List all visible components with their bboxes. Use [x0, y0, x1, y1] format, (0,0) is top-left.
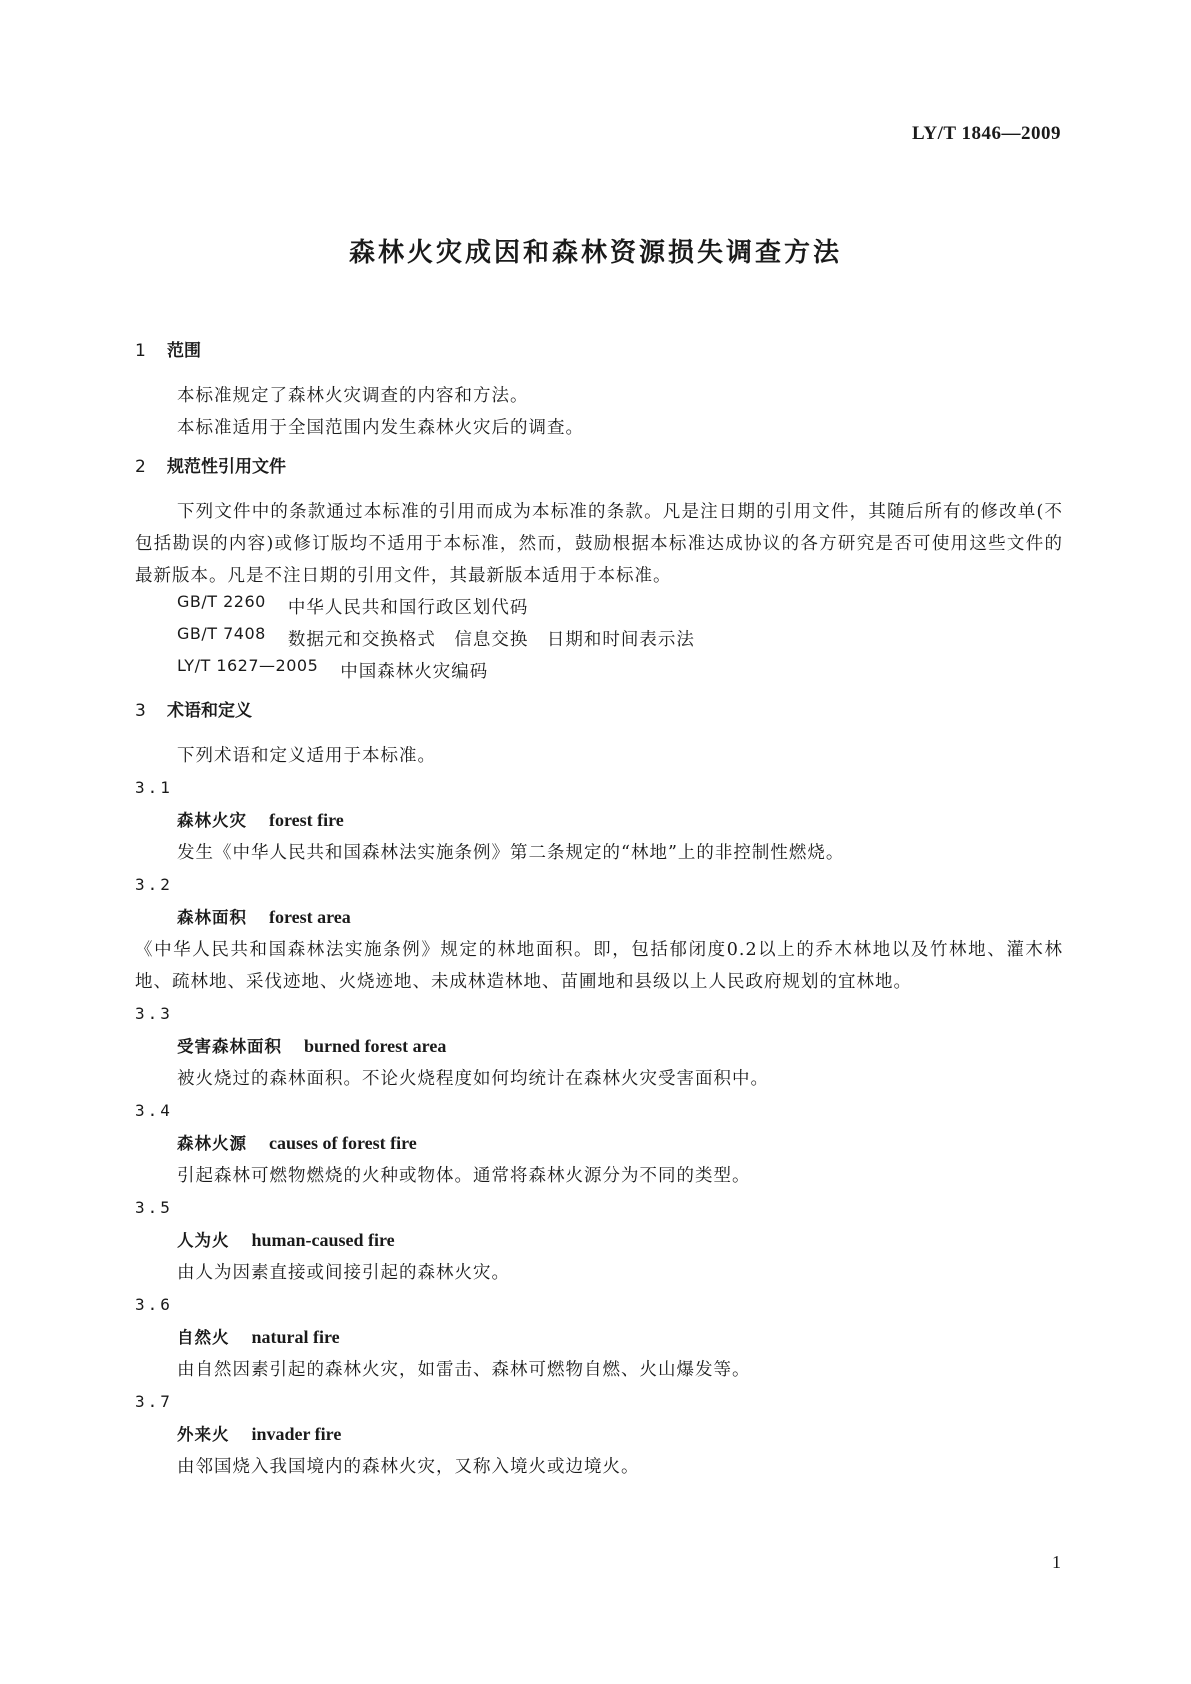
term-chinese: 森林面积 [177, 908, 247, 927]
page-number: 1 [1052, 1552, 1061, 1572]
term-number: 3.5 [135, 1198, 173, 1217]
term-number: 3.7 [135, 1392, 173, 1411]
term-english: forest fire [269, 810, 344, 830]
section-number: 3 [135, 701, 146, 721]
section-title: 范围 [167, 341, 201, 361]
term-definition: 被火烧过的森林面积。不论火烧程度如何均统计在森林火灾受害面积中。 [177, 1069, 769, 1089]
term-heading [135, 804, 1063, 837]
term-definition: 引起森林可燃物燃烧的火种或物体。通常将森林火源分为不同的类型。 [177, 1166, 751, 1186]
reference-code: LY/T 1627—2005 [177, 656, 319, 675]
term-number: 3.4 [135, 1101, 173, 1120]
section-number: 2 [135, 457, 146, 477]
reference-item [135, 656, 1063, 688]
section-heading-normative-references [135, 454, 1063, 480]
term-english: burned forest area [304, 1036, 447, 1056]
term-heading [135, 1127, 1063, 1160]
reference-item [135, 624, 1063, 656]
term-chinese: 森林火灾 [177, 811, 247, 830]
term-english: natural fire [251, 1327, 340, 1347]
paragraph: 本标准适用于全国范围内发生森林火灾后的调查。 [177, 418, 584, 438]
term-definition: 《中华人民共和国森林法实施条例》规定的林地面积。即，包括郁闭度0.2以上的乔木林地以及竹林地、灌木林地、疏林地、采伐迹地、火烧迹地、未成林造林地、苗圃地和县级以上人民政府规划的宜林地。 [135, 940, 1063, 992]
term-chinese: 受害森林面积 [177, 1037, 282, 1056]
term-definition: 由人为因素直接或间接引起的森林火灾。 [177, 1263, 510, 1283]
paragraph: 本标准规定了森林火灾调查的内容和方法。 [177, 386, 529, 406]
term-number: 3.2 [135, 875, 173, 894]
term-number: 3.6 [135, 1295, 173, 1314]
term-chinese: 森林火源 [177, 1134, 247, 1153]
reference-name: 数据元和交换格式 信息交换 日期和时间表示法 [287, 630, 695, 650]
term-definition: 由自然因素引起的森林火灾，如雷击、森林可燃物自燃、火山爆发等。 [177, 1360, 751, 1380]
reference-name: 中华人民共和国行政区划代码 [287, 598, 529, 618]
term-english: human-caused fire [251, 1230, 395, 1250]
term-chinese: 自然火 [177, 1328, 230, 1347]
term-heading [135, 1418, 1063, 1451]
term-english: forest area [269, 907, 351, 927]
term-number: 3.3 [135, 1004, 173, 1023]
document-body [135, 338, 1063, 1483]
paragraph: 下列文件中的条款通过本标准的引用而成为本标准的条款。凡是注日期的引用文件，其随后所有的修改单(不包括勘误的内容)或修订版均不适用于本标准，然而，鼓励根据本标准达成协议的各方研究是否可使用这些文件的最新版本。凡是不注日期的引用文件，其最新版本适用于本标准。 [135, 502, 1063, 586]
term-heading [135, 901, 1063, 934]
section-title: 术语和定义 [167, 701, 252, 721]
term-definition: 由邻国烧入我国境内的森林火灾，又称入境火或边境火。 [177, 1457, 640, 1477]
section-title: 规范性引用文件 [167, 457, 286, 477]
section-heading-scope [135, 338, 1063, 364]
term-definition: 发生《中华人民共和国森林法实施条例》第二条规定的“林地”上的非控制性燃烧。 [177, 843, 845, 863]
section-number: 1 [135, 341, 146, 361]
paragraph: 下列术语和定义适用于本标准。 [177, 746, 436, 766]
standard-code: LY/T 1846—2009 [911, 123, 1061, 144]
term-english: invader fire [251, 1424, 342, 1444]
reference-code: GB/T 2260 [177, 592, 266, 611]
reference-name: 中国森林火灾编码 [340, 662, 489, 682]
reference-code: GB/T 7408 [177, 624, 266, 643]
term-heading [135, 1030, 1063, 1063]
section-heading-terms-definitions [135, 698, 1063, 724]
term-number: 3.1 [135, 778, 173, 797]
reference-item [135, 592, 1063, 624]
document-title: 森林火灾成因和森林资源损失调查方法 [348, 238, 842, 268]
term-heading [135, 1321, 1063, 1354]
term-chinese: 外来火 [177, 1425, 230, 1444]
term-chinese: 人为火 [177, 1231, 230, 1250]
term-english: causes of forest fire [269, 1133, 417, 1153]
term-heading [135, 1224, 1063, 1257]
